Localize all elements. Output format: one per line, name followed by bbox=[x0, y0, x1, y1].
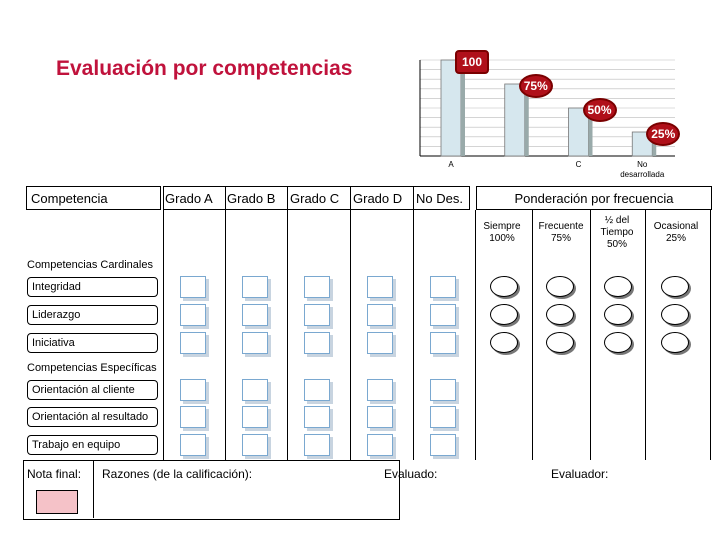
frequency-radio[interactable] bbox=[546, 332, 574, 353]
grade-checkbox[interactable] bbox=[304, 406, 330, 428]
grade-checkbox[interactable] bbox=[180, 406, 206, 428]
nota-final-input[interactable] bbox=[36, 490, 78, 514]
grid-line bbox=[413, 210, 414, 460]
freq-siempre: Siempre 100% bbox=[483, 221, 521, 244]
frequency-radio[interactable] bbox=[661, 276, 689, 297]
row-iniciativa: Iniciativa bbox=[27, 333, 158, 353]
x-tick-label: desarrollada bbox=[620, 170, 665, 179]
x-tick-label: No bbox=[637, 160, 648, 169]
grade-checkbox[interactable] bbox=[180, 379, 206, 401]
page-title: Evaluación por competencias bbox=[56, 57, 353, 80]
grade-checkbox[interactable] bbox=[430, 379, 456, 401]
grid-line bbox=[710, 210, 711, 460]
section-especificas: Competencias Específicas bbox=[27, 362, 157, 374]
data-label-1: 75% bbox=[519, 74, 553, 98]
grade-checkbox[interactable] bbox=[304, 434, 330, 456]
header-ponderacion: Ponderación por frecuencia bbox=[476, 186, 712, 210]
frequency-radio[interactable] bbox=[604, 276, 632, 297]
grade-checkbox[interactable] bbox=[242, 332, 268, 354]
grid-line bbox=[532, 210, 533, 460]
grid-line bbox=[225, 210, 226, 460]
freq-frecuente: Frecuente 75% bbox=[538, 221, 584, 244]
frequency-radio[interactable] bbox=[661, 332, 689, 353]
divider bbox=[225, 186, 226, 210]
grade-checkbox[interactable] bbox=[367, 406, 393, 428]
grade-checkbox[interactable] bbox=[304, 379, 330, 401]
grade-checkbox[interactable] bbox=[430, 304, 456, 326]
footer-divider bbox=[93, 460, 94, 518]
row-trabajo-equipo: Trabajo en equipo bbox=[27, 435, 158, 455]
grade-checkbox[interactable] bbox=[304, 304, 330, 326]
grade-checkbox[interactable] bbox=[430, 276, 456, 298]
data-label-0: 100 bbox=[455, 50, 489, 74]
grid-line bbox=[645, 210, 646, 460]
frequency-radio[interactable] bbox=[604, 332, 632, 353]
header-competencia: Competencia bbox=[26, 186, 161, 210]
frequency-radio[interactable] bbox=[604, 304, 632, 325]
grade-col-c: Grado C bbox=[290, 190, 340, 206]
freq-ocasional: Ocasional 25% bbox=[653, 221, 699, 244]
evaluador-label: Evaluador: bbox=[551, 467, 609, 481]
grade-col-d: Grado D bbox=[353, 190, 403, 206]
row-liderazgo: Liderazgo bbox=[27, 305, 158, 325]
grade-checkbox[interactable] bbox=[180, 332, 206, 354]
grade-checkbox[interactable] bbox=[242, 406, 268, 428]
x-tick-label: A bbox=[448, 160, 454, 169]
row-orientacion-cliente: Orientación al cliente bbox=[27, 380, 158, 400]
competency-bar-chart bbox=[400, 52, 690, 187]
frequency-radio[interactable] bbox=[546, 276, 574, 297]
grade-header-frame bbox=[163, 186, 470, 210]
grade-checkbox[interactable] bbox=[242, 434, 268, 456]
grade-checkbox[interactable] bbox=[180, 304, 206, 326]
data-label-2: 50% bbox=[583, 98, 617, 122]
divider bbox=[413, 186, 414, 210]
bar-shadow bbox=[525, 87, 529, 156]
data-label-3: 25% bbox=[646, 122, 680, 146]
frequency-radio[interactable] bbox=[661, 304, 689, 325]
grade-checkbox[interactable] bbox=[430, 332, 456, 354]
row-orientacion-resultado: Orientación al resultado bbox=[27, 407, 158, 427]
grade-checkbox[interactable] bbox=[430, 434, 456, 456]
bar-shadow bbox=[461, 63, 465, 156]
grid-line bbox=[163, 210, 164, 460]
grade-checkbox[interactable] bbox=[180, 276, 206, 298]
grade-checkbox[interactable] bbox=[304, 276, 330, 298]
grid-line bbox=[475, 210, 476, 460]
grade-checkbox[interactable] bbox=[367, 332, 393, 354]
nota-final-label: Nota final: bbox=[27, 467, 82, 481]
x-tick-label: C bbox=[575, 160, 582, 169]
grade-checkbox[interactable] bbox=[242, 379, 268, 401]
frequency-radio[interactable] bbox=[490, 276, 518, 297]
frequency-radio[interactable] bbox=[490, 332, 518, 353]
grade-checkbox[interactable] bbox=[367, 304, 393, 326]
frequency-radio[interactable] bbox=[546, 304, 574, 325]
divider bbox=[350, 186, 351, 210]
divider bbox=[287, 186, 288, 210]
grade-checkbox[interactable] bbox=[304, 332, 330, 354]
freq-mitad: ½ del Tiempo 50% bbox=[600, 215, 634, 250]
grade-checkbox[interactable] bbox=[367, 434, 393, 456]
section-cardinales: Competencias Cardinales bbox=[27, 259, 153, 271]
row-integridad: Integridad bbox=[27, 277, 158, 297]
grade-checkbox[interactable] bbox=[430, 406, 456, 428]
grid-line bbox=[350, 210, 351, 460]
evaluado-label: Evaluado: bbox=[384, 467, 438, 481]
frequency-radio[interactable] bbox=[490, 304, 518, 325]
bar-1 bbox=[505, 84, 525, 156]
grade-checkbox[interactable] bbox=[242, 304, 268, 326]
grade-col-nodes: No Des. bbox=[416, 190, 463, 206]
grade-col-a: Grado A bbox=[165, 190, 213, 206]
grade-checkbox[interactable] bbox=[367, 379, 393, 401]
grid-line bbox=[590, 210, 591, 460]
grade-checkbox[interactable] bbox=[367, 276, 393, 298]
grade-col-b: Grado B bbox=[227, 190, 276, 206]
razones-label: Razones (de la calificación): bbox=[102, 467, 253, 481]
bar-0 bbox=[441, 60, 461, 156]
grade-checkbox[interactable] bbox=[242, 276, 268, 298]
grid-line bbox=[287, 210, 288, 460]
grade-checkbox[interactable] bbox=[180, 434, 206, 456]
